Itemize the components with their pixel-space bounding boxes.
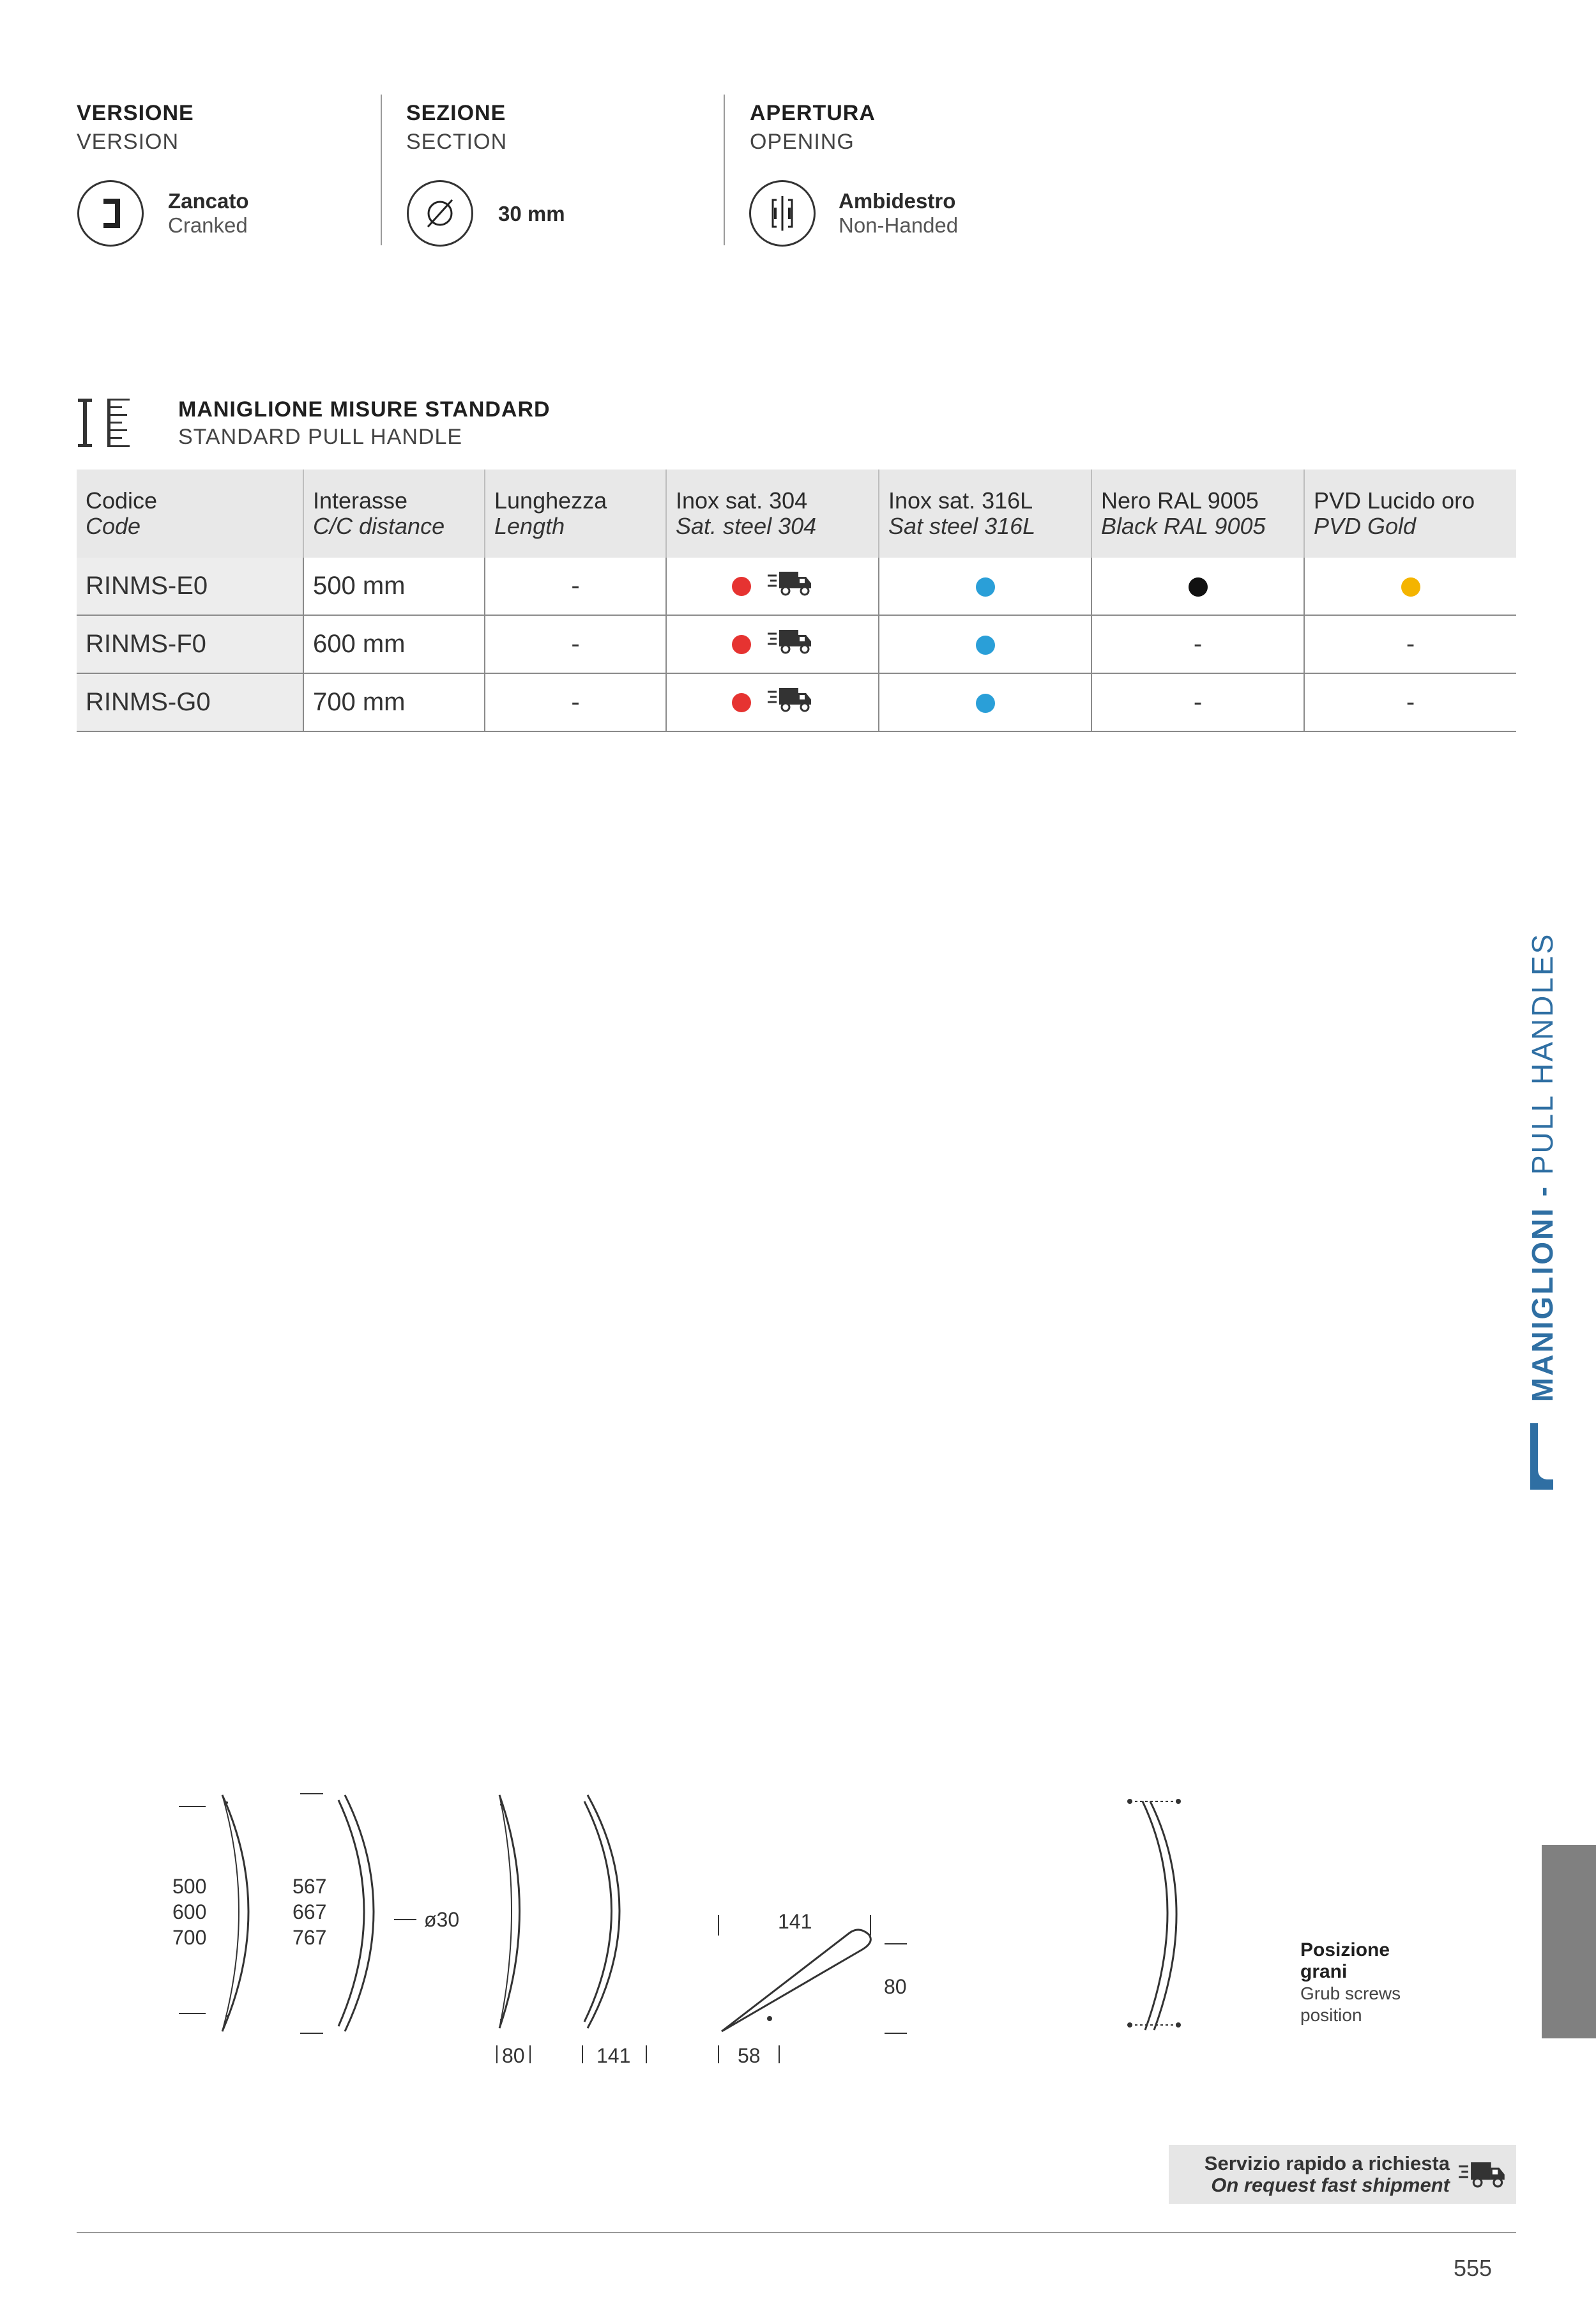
available-blue-dot xyxy=(976,636,995,655)
opening-sublabel: Non-Handed xyxy=(839,213,959,237)
available-blue-dot xyxy=(976,694,995,713)
black-cell: - xyxy=(1091,615,1304,673)
version-sublabel: Cranked xyxy=(168,213,248,237)
dimension-label: 58 xyxy=(738,2044,761,2067)
product-heading xyxy=(178,397,551,450)
version-title: VERSIONE xyxy=(77,101,194,125)
column-header-en: Sat steel 316L xyxy=(888,513,1036,539)
technical-drawing xyxy=(166,1782,932,2076)
distance-cell: 700 mm xyxy=(303,673,485,731)
grub-screw-note xyxy=(1300,1939,1401,2026)
column-header xyxy=(1304,470,1516,558)
column-header xyxy=(666,470,879,558)
dimension-label: 567 xyxy=(293,1875,327,1898)
fast-shipment-truck-icon xyxy=(1457,2158,1507,2191)
standard-size-icon xyxy=(77,397,132,452)
grub-title-2: grani xyxy=(1300,1961,1348,1982)
available-gold-dot xyxy=(1401,577,1420,597)
length-cell: - xyxy=(485,673,666,731)
diameter-label: ø30 xyxy=(424,1908,460,1931)
dimension-label: 667 xyxy=(293,1900,327,1923)
dimension-label: 600 xyxy=(172,1900,207,1923)
gold-cell: - xyxy=(1304,673,1516,731)
diameter-icon xyxy=(407,180,473,247)
fast-shipment-truck-icon xyxy=(766,626,814,663)
non-handed-icon xyxy=(749,180,816,247)
dimension-label: 700 xyxy=(172,1926,207,1949)
version-block xyxy=(77,101,194,155)
service-it: Servizio rapido a richiesta xyxy=(1204,2152,1450,2174)
length-cell: - xyxy=(485,558,666,615)
opening-title: APERTURA xyxy=(750,101,876,125)
column-header-en: C/C distance xyxy=(313,513,445,539)
length-cell: - xyxy=(485,615,666,673)
column-header-it: Inox sat. 316L xyxy=(888,487,1033,514)
dimension-label: 141 xyxy=(778,1910,812,1933)
column-header-it: Lunghezza xyxy=(494,487,607,514)
dimension-label: 767 xyxy=(293,1926,327,1949)
side-category-label xyxy=(1525,933,1560,1402)
cc-distance-labels xyxy=(172,1874,206,1950)
gold-cell: - xyxy=(1304,615,1516,673)
length-labels xyxy=(293,1874,326,1950)
table-row xyxy=(77,615,1516,673)
fast-shipment-truck-icon xyxy=(766,684,814,721)
cranked-icon xyxy=(77,180,144,247)
available-blue-dot xyxy=(976,577,995,597)
section-label: 30 mm xyxy=(498,202,565,225)
black-cell xyxy=(1091,558,1304,615)
page-number: 555 xyxy=(1454,2255,1493,2281)
steel316-cell xyxy=(879,615,1091,673)
grub-screw-drawing xyxy=(1121,1789,1197,2038)
available-red-dot xyxy=(732,693,751,712)
column-header xyxy=(879,470,1091,558)
opening-block xyxy=(750,101,876,155)
available-red-dot xyxy=(732,577,751,596)
column-header-en: Code xyxy=(86,513,141,539)
steel316-cell xyxy=(879,673,1091,731)
steel304-cell xyxy=(666,615,879,673)
gold-cell xyxy=(1304,558,1516,615)
product-subtitle: STANDARD PULL HANDLE xyxy=(178,425,463,449)
steel316-cell xyxy=(879,558,1091,615)
grub-sub-1: Grub screws xyxy=(1300,1983,1401,2003)
column-header xyxy=(485,470,666,558)
dimension-label: 141 xyxy=(597,2044,631,2067)
available-red-dot xyxy=(732,635,751,654)
table-header-row xyxy=(77,470,1516,558)
column-header-it: Nero RAL 9005 xyxy=(1101,487,1259,514)
section-tab xyxy=(1542,1845,1596,2038)
dimension-label: 80 xyxy=(884,1975,907,1998)
version-subtitle: VERSION xyxy=(77,130,179,154)
column-header-it: Interasse xyxy=(313,487,408,514)
distance-cell: 500 mm xyxy=(303,558,485,615)
grub-title-1: Posizione xyxy=(1300,1939,1390,1960)
service-en: On request fast shipment xyxy=(1211,2174,1450,2196)
dimension-label: 500 xyxy=(172,1875,207,1898)
version-value xyxy=(168,189,249,238)
opening-value xyxy=(839,189,958,238)
steel304-cell xyxy=(666,673,879,731)
column-header-en: Sat. steel 304 xyxy=(676,513,817,539)
column-header-en: Length xyxy=(494,513,565,539)
column-header-it: Codice xyxy=(86,487,158,514)
opening-subtitle: OPENING xyxy=(750,130,855,154)
code-cell: RINMS-F0 xyxy=(77,615,303,673)
table-row xyxy=(77,673,1516,731)
column-header-en: Black RAL 9005 xyxy=(1101,513,1266,539)
divider xyxy=(724,95,725,245)
section-title: SEZIONE xyxy=(406,101,506,125)
fast-shipment-truck-icon xyxy=(766,568,814,605)
column-header xyxy=(77,470,303,558)
distance-cell: 600 mm xyxy=(303,615,485,673)
dimension-label: 80 xyxy=(502,2044,525,2067)
fast-shipment-note xyxy=(1169,2145,1516,2204)
code-cell: RINMS-G0 xyxy=(77,673,303,731)
product-title: MANIGLIONE MISURE STANDARD xyxy=(178,397,551,422)
cranked-handle-tab-icon xyxy=(1528,1423,1556,1493)
divider xyxy=(381,95,382,245)
column-header-it: Inox sat. 304 xyxy=(676,487,808,514)
side-label-bold: MANIGLIONI - xyxy=(1526,1184,1559,1402)
section-subtitle: SECTION xyxy=(406,130,508,154)
footer-divider xyxy=(77,2232,1516,2233)
grub-sub-2: position xyxy=(1300,2005,1362,2025)
version-label: Zancato xyxy=(168,189,249,213)
spec-table xyxy=(77,470,1516,732)
column-header-en: PVD Gold xyxy=(1314,513,1417,539)
section-block xyxy=(406,101,507,155)
column-header xyxy=(1091,470,1304,558)
table-row xyxy=(77,558,1516,615)
opening-label: Ambidestro xyxy=(839,189,956,213)
code-cell: RINMS-E0 xyxy=(77,558,303,615)
steel304-cell xyxy=(666,558,879,615)
column-header xyxy=(303,470,485,558)
side-label-regular: PULL HANDLES xyxy=(1526,932,1559,1185)
available-black-dot xyxy=(1189,577,1208,597)
black-cell: - xyxy=(1091,673,1304,731)
column-header-it: PVD Lucido oro xyxy=(1314,487,1475,514)
